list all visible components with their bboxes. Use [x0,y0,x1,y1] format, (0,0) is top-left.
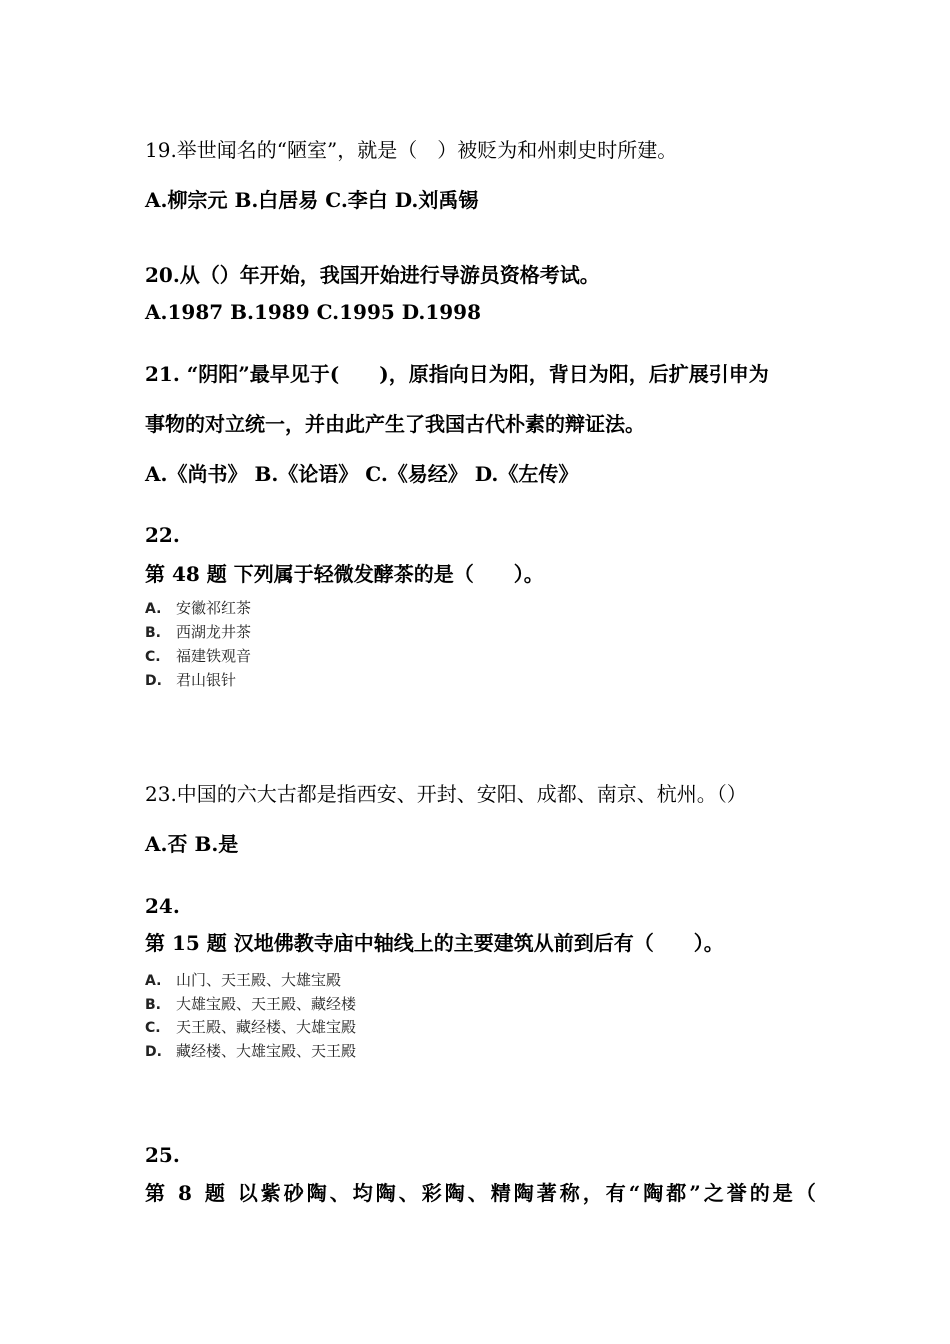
q22-option-c [145,646,251,667]
option-text: 大雄宝殿、天王殿、藏经楼 [176,995,357,1013]
option-letter: C. [145,649,161,665]
q21-stem-line1: 21. “阴阳”最早见于( )，原指向日为阳，背日为阳，后扩展引申为 [145,362,769,386]
q21-options: A.《尚书》 B.《论语》 C.《易经》 D.《左传》 [145,462,579,486]
option-text: 山门、天王殿、大雄宝殿 [176,971,342,989]
q21-stem-line2: 事物的对立统一，并由此产生了我国古代朴素的辩证法。 [145,412,645,436]
q22-option-a [145,598,251,619]
option-letter: C. [145,1020,161,1036]
q22-option-d [145,670,236,691]
q22-number: 22. [145,523,180,547]
q24-number: 24. [145,894,180,918]
option-text: 福建铁观音 [176,647,252,665]
q19-stem: 19.举世闻名的“陋室”，就是（ ）被贬为和州刺史时所建。 [145,138,678,162]
q22-stem: 第 48 题 下列属于轻微发酵茶的是（ ）。 [145,562,544,586]
option-text: 藏经楼、大雄宝殿、天王殿 [176,1042,357,1060]
q23-stem: 23.中国的六大古都是指西安、开封、安阳、成都、南京、杭州。（） [145,782,747,806]
q25-stem: 第 8 题 以紫砂陶、均陶、彩陶、精陶著称，有“陶都”之誉的是（ [145,1181,819,1205]
option-text: 君山银针 [176,671,237,689]
q24-option-b [145,994,356,1015]
option-letter: D. [145,673,162,689]
q24-option-a [145,970,341,991]
option-letter: D. [145,1044,162,1060]
option-letter: A. [145,601,162,617]
q25-number: 25. [145,1143,180,1167]
option-text: 西湖龙井茶 [176,623,252,641]
option-letter: B. [145,625,161,641]
option-letter: B. [145,997,161,1013]
q24-stem: 第 15 题 汉地佛教寺庙中轴线上的主要建筑从前到后有（ ）。 [145,931,724,955]
option-letter: A. [145,973,162,989]
q23-options: A.否 B.是 [145,832,239,856]
option-text: 天王殿、藏经楼、大雄宝殿 [176,1018,357,1036]
q20-stem: 20.从（）年开始，我国开始进行导游员资格考试。 [145,263,600,287]
q24-option-d [145,1041,356,1062]
option-text: 安徽祁红茶 [176,599,252,617]
q20-options: A.1987 B.1989 C.1995 D.1998 [145,300,482,324]
q24-option-c [145,1017,356,1038]
q22-option-b [145,622,251,643]
q19-options: A.柳宗元 B.白居易 C.李白 D.刘禹锡 [145,188,479,212]
